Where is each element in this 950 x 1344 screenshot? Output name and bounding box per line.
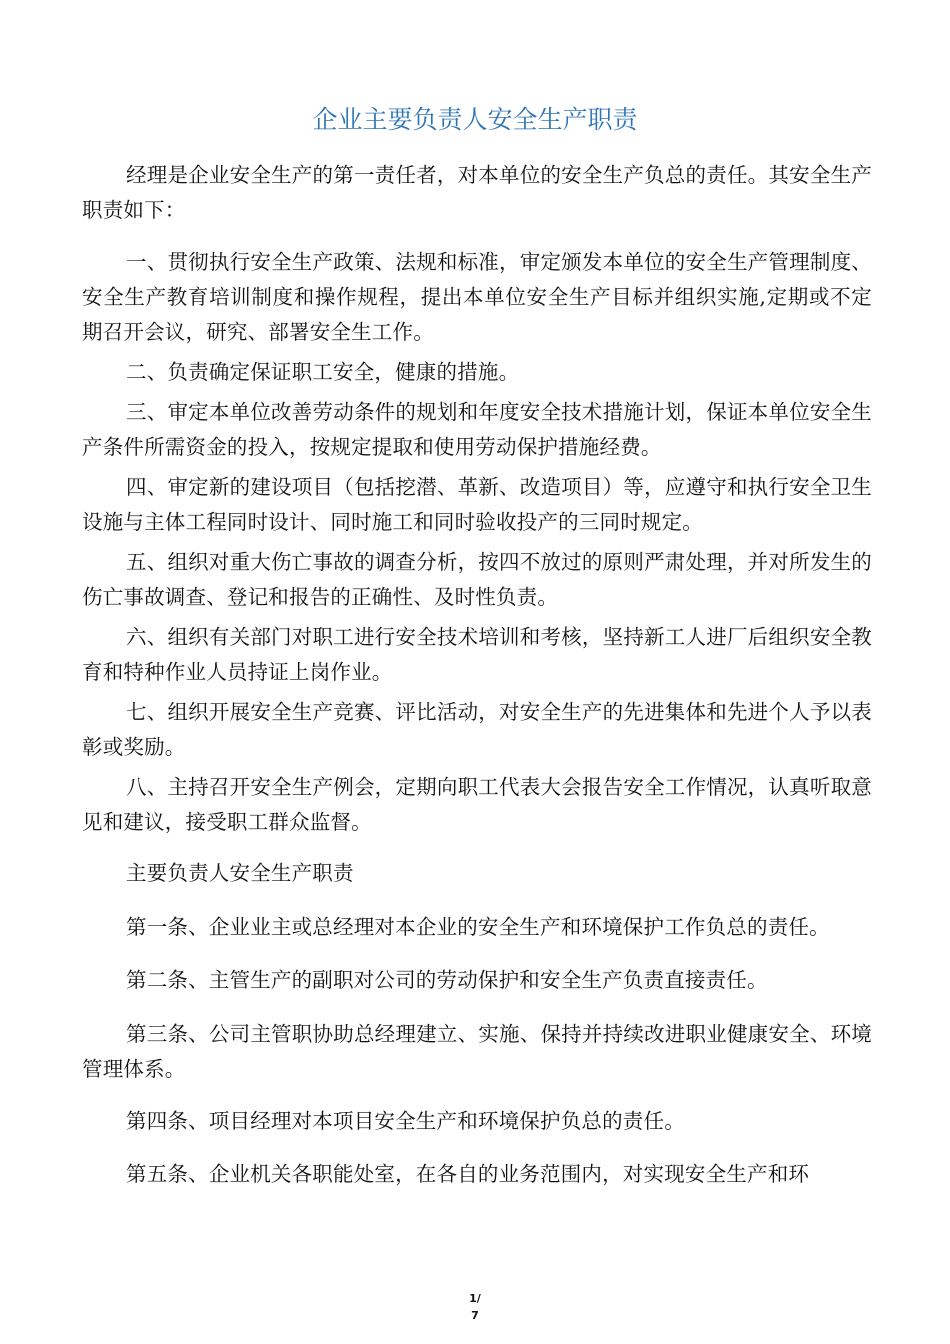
article-3: 第三条、公司主管职协助总经理建立、实施、保持并持续改进职业健康安全、环境管理体系。 bbox=[82, 1022, 872, 1081]
article-1: 第一条、企业业主或总经理对本企业的安全生产和环境保护工作负总的责任。 bbox=[126, 915, 830, 939]
paragraph-item-6: 六、组织有关部门对职工进行安全技术培训和考核，坚持新工人进厂后组织安全教育和特种作业人员持证上岗作业。 bbox=[82, 625, 872, 684]
article-5: 第五条、企业机关各职能处室，在各自的业务范围内，对实现安全生产和环 bbox=[126, 1162, 810, 1186]
paragraph-item-3: 三、审定本单位改善劳动条件的规划和年度安全技术措施计划，保证本单位安全生产条件所需资金的投入，按规定提取和使用劳动保护措施经费。 bbox=[82, 400, 872, 459]
section-heading: 主要负责人安全生产职责 bbox=[126, 861, 354, 885]
paragraph-item-7: 七、组织开展安全生产竞赛、评比活动，对安全生产的先进集体和先进个人予以表彰或奖励。 bbox=[82, 700, 872, 759]
paragraph-item-5: 五、组织对重大伤亡事故的调查分析，按四不放过的原则严肃处理，并对所发生的伤亡事故调查、登记和报告的正确性、及时性负责。 bbox=[82, 550, 872, 609]
paragraph-item-2: 二、负责确定保证职工安全，健康的措施。 bbox=[126, 360, 520, 384]
page-number-total: 7 bbox=[471, 1309, 479, 1322]
paragraph-item-1: 一、贯彻执行安全生产政策、法规和标准，审定颁发本单位的安全生产管理制度、安全生产教育培训制度和操作规程，提出本单位安全生产目标并组织实施,定期或不定期召开会议，研究、部署安全生工作。 bbox=[82, 250, 872, 344]
article-2: 第二条、主管生产的副职对公司的劳动保护和安全生产负责直接责任。 bbox=[126, 968, 768, 992]
paragraph-intro: 经理是企业安全生产的第一责任者，对本单位的安全生产负总的责任。其安全生产职责如下： bbox=[82, 163, 872, 222]
page-number-current: 1/ bbox=[469, 1292, 481, 1305]
paragraph-item-8: 八、主持召开安全生产例会，定期向职工代表大会报告安全工作情况，认真听取意见和建议，接受职工群众监督。 bbox=[82, 775, 872, 834]
article-4: 第四条、项目经理对本项目安全生产和环境保护负总的责任。 bbox=[126, 1109, 685, 1133]
page-number bbox=[0, 1290, 950, 1324]
page-title: 企业主要负责人安全生产职责 bbox=[312, 105, 638, 134]
paragraph-item-4: 四、审定新的建设项目（包括挖潜、革新、改造项目）等，应遵守和执行安全卫生设施与主体工程同时设计、同时施工和同时验收投产的三同时规定。 bbox=[82, 475, 872, 534]
